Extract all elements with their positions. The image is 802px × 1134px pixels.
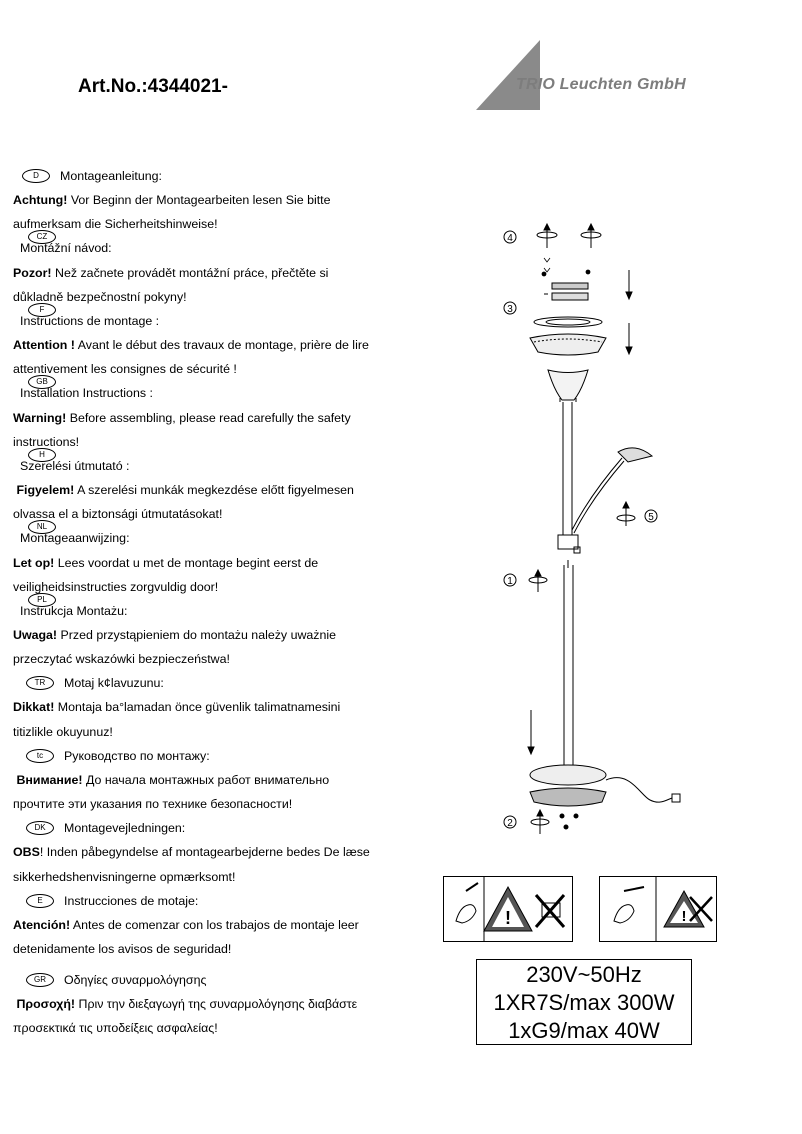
article-number: Art.No.:4344021- <box>78 76 228 97</box>
lamp-head-parts <box>530 283 606 355</box>
instruction-text: A szerelési munkák megkezdése előtt figyelmesen <box>77 483 354 498</box>
language-badge: GR <box>26 973 54 987</box>
instruction-text: veiligheidsinstructies zorgvuldig door! <box>13 579 219 594</box>
instruction-text: прочтите эти указания по технике безопасности! <box>13 797 293 812</box>
rotate-icon <box>529 570 547 592</box>
instruction-pl <box>13 594 373 671</box>
warning-label: Warning! <box>13 410 67 425</box>
language-badge: H <box>28 448 56 462</box>
language-badge: DK <box>26 821 54 835</box>
warning-label: Figyelem! <box>16 483 75 498</box>
lamp-base <box>530 765 680 806</box>
instruction-title: Szerelési útmutató : <box>20 458 130 473</box>
instruction-text: ! Inden påbegyndelse af montagearbejderne bedes De læse <box>39 845 370 860</box>
language-badge: D <box>22 169 50 183</box>
language-badge: E <box>26 894 54 908</box>
instruction-title: Motaj k¢lavuzunu: <box>64 676 164 691</box>
instruction-text: instructions! <box>13 434 80 449</box>
instruction-text: przeczytać wskazówki bezpieczeństwa! <box>13 652 230 667</box>
instruction-heading <box>13 671 373 695</box>
warning-icon <box>444 877 572 941</box>
logo-triangle-icon <box>474 38 734 112</box>
instruction-text: Avant le début des travaux de montage, prière de lire <box>77 338 369 353</box>
instruction-line <box>13 261 373 285</box>
upper-stem <box>558 402 580 553</box>
instruction-title: Instructions de montage : <box>20 313 160 328</box>
instruction-heading <box>13 968 373 992</box>
instruction-text: Przed przystąpieniem do montażu należy uważnie <box>60 627 337 642</box>
instruction-dk <box>13 816 373 888</box>
instruction-text: Vor Beginn der Montagearbeiten lesen Sie bitte <box>70 193 331 208</box>
rotate-icon <box>531 810 578 834</box>
electrical-specs <box>476 959 692 1045</box>
instruction-line <box>13 188 373 212</box>
warning-pictograms-right <box>599 876 717 942</box>
brand-logo <box>474 38 734 112</box>
instruction-line <box>13 551 373 575</box>
instruction-title: Montagevejledningen: <box>64 821 186 836</box>
rotate-icon <box>617 502 635 526</box>
instruction-title: Montageanleitung: <box>60 169 162 183</box>
instruction-cz <box>13 232 373 308</box>
instruction-line <box>13 695 373 719</box>
instruction-line <box>13 478 373 502</box>
instruction-line <box>13 333 373 357</box>
language-badge: NL <box>28 520 56 534</box>
instruction-line <box>13 406 373 430</box>
instruction-heading <box>13 522 373 550</box>
step-number-4 <box>504 231 516 244</box>
voltage-spec: 230V~50Hz <box>526 962 642 987</box>
instruction-title: Installation Instructions : <box>20 386 153 401</box>
instruction-text: titizlikle okuyunuz! <box>13 724 113 739</box>
step-number-5 <box>645 510 657 523</box>
assembly-diagram <box>490 210 710 860</box>
instruction-text: důkladně bezpečnostní pokyny! <box>13 289 187 304</box>
step-number-2 <box>504 816 516 829</box>
warning-label: Pozor! <box>13 265 52 280</box>
spacer <box>13 961 373 968</box>
instruction-text: προσεκτικά τις υποδείξεις ασφαλείας! <box>13 1021 218 1036</box>
warning-label: Внимание! <box>16 772 83 787</box>
warning-label: Atención! <box>13 917 71 932</box>
instruction-heading <box>13 232 373 260</box>
svg-text:!: ! <box>505 908 511 928</box>
instruction-text: Before assembling, please read carefully the safety <box>69 410 351 425</box>
instruction-text: attentivement les consignes de sécurité ! <box>13 362 237 377</box>
step-label: 2 <box>507 818 513 829</box>
step-label: 3 <box>507 304 513 315</box>
warning-label: Let op! <box>13 555 55 570</box>
instruction-heading <box>13 816 373 840</box>
instruction-e <box>13 889 373 961</box>
step-label: 1 <box>507 576 513 587</box>
instruction-heading <box>13 594 373 623</box>
language-badge: PL <box>28 593 56 607</box>
instruction-heading <box>13 744 373 768</box>
screw-parts <box>542 258 590 276</box>
lower-stem <box>564 565 573 765</box>
warning-label: Προσοχή! <box>16 997 76 1012</box>
instruction-f <box>13 304 373 381</box>
instruction-text: Než začnete provádět montážní práce, přečtěte si <box>55 265 329 280</box>
instruction-heading <box>13 449 373 478</box>
instruction-line <box>13 840 373 864</box>
instruction-title: Instrukcja Montażu: <box>20 603 128 618</box>
instruction-title: Οδηγίες συναρμολόγησης <box>64 973 207 988</box>
safety-instructions <box>13 164 373 1041</box>
instruction-text: Πριν την διεξαγωγή της συναρμολόγησης διαβάστε <box>78 997 358 1012</box>
instruction-title: Montážní návod: <box>20 241 112 256</box>
instruction-text: olvassa el a biztonsági útmutatásokat! <box>13 507 223 522</box>
brand-name: TRIO Leuchten GmbH <box>516 76 686 93</box>
instruction-text: aufmerksam die Sicherheitshinweise! <box>13 217 218 232</box>
language-badge: CZ <box>28 230 56 244</box>
instruction-title: Montageaanwijzing: <box>20 531 130 546</box>
warning-label: Dikkat! <box>13 700 55 715</box>
instruction-heading <box>13 889 373 913</box>
reading-arm <box>572 448 652 533</box>
step-number-1 <box>504 574 516 587</box>
instruction-text: sikkerhedshenvisningerne opmærksomt! <box>13 869 236 884</box>
instruction-line <box>13 768 373 792</box>
language-badge: F <box>28 303 56 317</box>
instruction-nl <box>13 522 373 598</box>
instruction-heading <box>13 377 373 405</box>
instruction-text: До начала монтажных работ внимательно <box>85 772 330 787</box>
uplighter-bowl <box>548 370 588 402</box>
step-label: 4 <box>507 233 513 244</box>
rotate-icon <box>581 224 601 248</box>
warning-label: Attention ! <box>13 338 75 353</box>
instruction-title: Руководство по монтажу: <box>64 748 210 763</box>
warning-label: OBS <box>13 845 40 860</box>
instruction-heading <box>13 304 373 333</box>
rotate-icon <box>537 224 557 248</box>
instruction-gb <box>13 377 373 453</box>
instruction-gr <box>13 968 373 1040</box>
instruction-ru <box>13 744 373 816</box>
instruction-line <box>13 913 373 937</box>
instruction-text: Lees voordat u met de montage begint eerst de <box>57 555 319 570</box>
instruction-line <box>13 992 373 1016</box>
instruction-line <box>13 623 373 647</box>
warning-label: Uwaga! <box>13 627 58 642</box>
warning-pictograms-left <box>443 876 573 942</box>
step-number-3 <box>504 302 516 315</box>
instruction-text: Antes de comenzar con los trabajos de montaje leer <box>72 917 359 932</box>
instruction-heading <box>13 164 373 188</box>
language-badge: GB <box>28 375 56 389</box>
instruction-text: detenidamente los avisos de seguridad! <box>13 942 232 956</box>
step-label: 5 <box>648 512 654 523</box>
instruction-h <box>13 449 373 526</box>
bulb-spec-reading: 1xG9/max 40W <box>508 1018 660 1043</box>
warning-label: Achtung! <box>13 193 68 208</box>
svg-text:!: ! <box>681 908 687 925</box>
instruction-title: Instrucciones de motaje: <box>64 893 199 908</box>
instruction-text: Montaja ba°lamadan önce güvenlik talimatnamesini <box>57 700 341 715</box>
bulb-spec-main: 1XR7S/max 300W <box>493 990 675 1015</box>
language-badge: tc <box>26 749 54 763</box>
instruction-tr <box>13 671 373 743</box>
language-badge: TR <box>26 676 54 690</box>
warning-icon <box>600 877 716 941</box>
instruction-de <box>13 164 373 236</box>
